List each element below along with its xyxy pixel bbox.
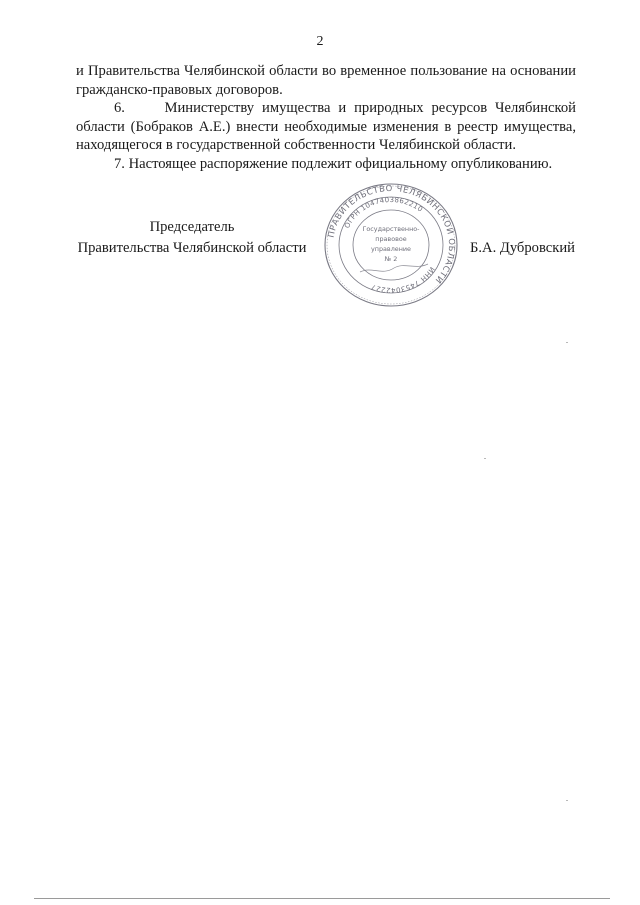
paragraph-item-7: 7. Настоящее распоряжение подлежит официальному опубликованию. bbox=[114, 155, 553, 172]
seal-inner-line4: № 2 bbox=[384, 255, 398, 263]
svg-text:ИНН 7453042227 bbox=[370, 265, 436, 294]
seal-inner-line1: Государственно- bbox=[362, 225, 420, 233]
signatory-title-line1: Председатель bbox=[149, 219, 235, 235]
signatory-title bbox=[62, 217, 322, 259]
official-seal-stamp bbox=[320, 180, 462, 310]
seal-inner-line2: правовое bbox=[375, 235, 407, 243]
scan-speck bbox=[484, 458, 486, 459]
seal-ogrn: ОГРН 1047403862210 bbox=[343, 195, 425, 230]
seal-inn: ИНН 7453042227 bbox=[369, 265, 436, 295]
seal-graphic bbox=[320, 180, 462, 310]
scan-speck bbox=[566, 342, 568, 343]
paragraph-item-6: 6. Министерству имущества и природных ресурсов Челябинской области (Бобраков А.Е.) внести необходимые изменения в реестр имущества, находящегося в государственной собственности Челябинской области. bbox=[76, 100, 576, 153]
scan-speck bbox=[566, 800, 568, 801]
scan-bottom-edge bbox=[34, 898, 610, 899]
signatory-name: Б.А. Дубровский bbox=[470, 240, 575, 256]
seal-signature-squiggle bbox=[360, 264, 428, 272]
page-number: 2 bbox=[316, 34, 324, 49]
signatory-title-line2: Правительства Челябинской области bbox=[77, 240, 307, 256]
seal-outer-text: ПРАВИТЕЛЬСТВО ЧЕЛЯБИНСКОЙ ОБЛАСТИ bbox=[325, 182, 458, 286]
document-body bbox=[76, 62, 576, 173]
seal-inner-line3: управление bbox=[371, 245, 411, 253]
paragraph-continuation: и Правительства Челябинской области во временное пользование на основании гражданско-правовых договоров. bbox=[76, 63, 576, 98]
